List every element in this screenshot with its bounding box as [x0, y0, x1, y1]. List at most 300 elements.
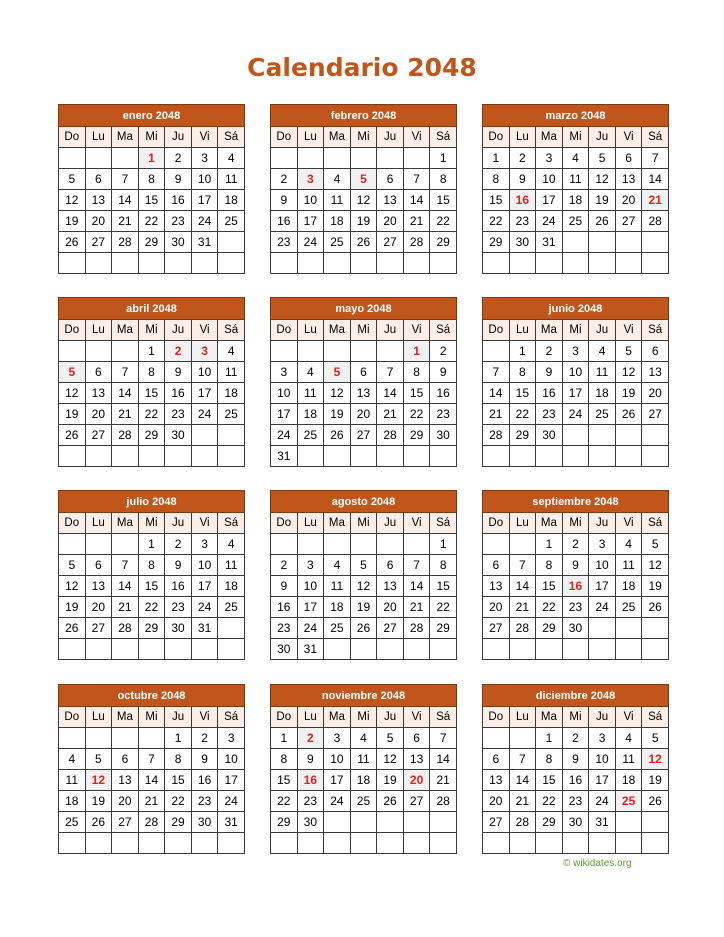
weekday-header: Do [483, 513, 510, 534]
day-cell: 11 [59, 770, 86, 791]
empty-day-cell [59, 446, 86, 467]
weekday-header: Ju [377, 513, 404, 534]
day-cell: 9 [430, 362, 457, 383]
week-row [271, 639, 457, 660]
empty-day-cell [589, 446, 616, 467]
week-row [483, 770, 669, 791]
day-cell: 21 [112, 597, 139, 618]
weekday-header: Vi [615, 320, 642, 341]
day-cell: 15 [271, 770, 298, 791]
day-cell: 29 [138, 618, 165, 639]
day-cell: 27 [403, 791, 430, 812]
weekday-header: Ju [589, 513, 616, 534]
week-row [483, 618, 669, 639]
day-cell: 5 [350, 555, 377, 576]
empty-day-cell [297, 253, 324, 274]
day-cell: 30 [165, 618, 192, 639]
day-cell: 6 [85, 169, 112, 190]
empty-day-cell [642, 618, 669, 639]
credit-link[interactable]: © wikidates.org [563, 858, 632, 869]
month-calendar [482, 104, 669, 274]
week-row [271, 749, 457, 770]
empty-day-cell [403, 148, 430, 169]
week-row [483, 211, 669, 232]
day-cell: 12 [324, 383, 351, 404]
empty-day-cell [85, 728, 112, 749]
week-row [271, 812, 457, 833]
day-cell: 4 [324, 555, 351, 576]
holiday-day-cell: 1 [403, 341, 430, 362]
weekday-header: Lu [85, 320, 112, 341]
day-cell: 28 [509, 812, 536, 833]
day-cell: 24 [218, 791, 245, 812]
day-cell: 8 [138, 362, 165, 383]
day-cell: 5 [85, 749, 112, 770]
empty-day-cell [271, 341, 298, 362]
day-cell: 1 [483, 148, 510, 169]
empty-day-cell [509, 446, 536, 467]
empty-day-cell [59, 639, 86, 660]
empty-day-cell [191, 425, 218, 446]
month-table [482, 297, 669, 467]
week-row [483, 555, 669, 576]
holiday-day-cell: 12 [85, 770, 112, 791]
empty-day-cell [218, 833, 245, 854]
day-cell: 28 [430, 791, 457, 812]
empty-day-cell [112, 253, 139, 274]
empty-day-cell [112, 534, 139, 555]
empty-day-cell [483, 728, 510, 749]
day-cell: 22 [403, 404, 430, 425]
week-row [59, 576, 245, 597]
day-cell: 22 [430, 597, 457, 618]
weekday-header: Ju [165, 320, 192, 341]
weekday-header: Sá [430, 320, 457, 341]
day-cell: 14 [112, 190, 139, 211]
week-row [59, 362, 245, 383]
day-cell: 17 [589, 576, 616, 597]
day-cell: 7 [112, 362, 139, 383]
weekday-header: Do [59, 127, 86, 148]
week-row [483, 576, 669, 597]
empty-day-cell [589, 232, 616, 253]
empty-day-cell [377, 253, 404, 274]
weekday-header: Lu [85, 513, 112, 534]
week-row [59, 749, 245, 770]
empty-day-cell [59, 341, 86, 362]
week-row [59, 211, 245, 232]
week-row [483, 749, 669, 770]
empty-day-cell [138, 639, 165, 660]
week-row [483, 404, 669, 425]
weekday-header: Vi [615, 707, 642, 728]
day-cell: 14 [377, 383, 404, 404]
empty-day-cell [483, 446, 510, 467]
day-cell: 7 [509, 749, 536, 770]
empty-day-cell [615, 618, 642, 639]
day-cell: 10 [218, 749, 245, 770]
day-cell: 28 [112, 425, 139, 446]
day-cell: 10 [589, 555, 616, 576]
empty-day-cell [138, 728, 165, 749]
day-cell: 28 [377, 425, 404, 446]
day-cell: 29 [536, 618, 563, 639]
day-cell: 17 [297, 211, 324, 232]
day-cell: 20 [615, 190, 642, 211]
day-cell: 1 [430, 148, 457, 169]
day-cell: 13 [483, 770, 510, 791]
empty-day-cell [85, 833, 112, 854]
day-cell: 24 [324, 791, 351, 812]
day-cell: 9 [271, 190, 298, 211]
weekday-header: Ma [536, 127, 563, 148]
day-cell: 9 [165, 169, 192, 190]
empty-day-cell [483, 534, 510, 555]
day-cell: 18 [218, 383, 245, 404]
day-cell: 4 [218, 341, 245, 362]
day-cell: 21 [377, 404, 404, 425]
week-row [483, 253, 669, 274]
empty-day-cell [218, 618, 245, 639]
day-cell: 4 [59, 749, 86, 770]
day-cell: 3 [589, 728, 616, 749]
day-cell: 2 [271, 555, 298, 576]
day-cell: 9 [562, 749, 589, 770]
day-cell: 15 [536, 770, 563, 791]
weekday-header: Do [271, 320, 298, 341]
day-cell: 18 [218, 576, 245, 597]
month-table [270, 297, 457, 467]
empty-day-cell [509, 728, 536, 749]
day-cell: 4 [218, 534, 245, 555]
day-cell: 3 [297, 555, 324, 576]
month-title: octubre 2048 [59, 685, 245, 707]
day-cell: 12 [615, 362, 642, 383]
day-cell: 22 [138, 404, 165, 425]
empty-day-cell [615, 446, 642, 467]
day-cell: 7 [483, 362, 510, 383]
day-cell: 23 [562, 597, 589, 618]
empty-day-cell [138, 833, 165, 854]
day-cell: 16 [165, 190, 192, 211]
day-cell: 14 [483, 383, 510, 404]
weekday-header: Ju [165, 707, 192, 728]
day-cell: 8 [536, 749, 563, 770]
weekday-header: Vi [403, 707, 430, 728]
week-row [483, 341, 669, 362]
day-cell: 8 [430, 555, 457, 576]
day-cell: 26 [59, 232, 86, 253]
empty-day-cell [324, 534, 351, 555]
weekday-header: Vi [615, 513, 642, 534]
day-cell: 19 [324, 404, 351, 425]
weekday-header: Do [59, 320, 86, 341]
day-cell: 3 [562, 341, 589, 362]
day-cell: 15 [536, 576, 563, 597]
week-row [483, 425, 669, 446]
day-cell: 2 [271, 169, 298, 190]
weekday-header: Sá [218, 513, 245, 534]
month-table [270, 104, 457, 274]
day-cell: 26 [377, 791, 404, 812]
day-cell: 11 [218, 362, 245, 383]
day-cell: 8 [138, 169, 165, 190]
month-title: febrero 2048 [271, 105, 457, 127]
week-row [59, 190, 245, 211]
day-cell: 21 [112, 211, 139, 232]
week-row [483, 812, 669, 833]
day-cell: 10 [191, 169, 218, 190]
day-cell: 23 [165, 597, 192, 618]
day-cell: 25 [615, 597, 642, 618]
day-cell: 12 [589, 169, 616, 190]
day-cell: 25 [324, 232, 351, 253]
day-cell: 17 [562, 383, 589, 404]
day-cell: 24 [536, 211, 563, 232]
day-cell: 14 [112, 576, 139, 597]
empty-day-cell [615, 639, 642, 660]
day-cell: 16 [165, 383, 192, 404]
empty-day-cell [191, 446, 218, 467]
day-cell: 9 [297, 749, 324, 770]
day-cell: 15 [403, 383, 430, 404]
day-cell: 16 [271, 597, 298, 618]
weekday-header: Mi [350, 320, 377, 341]
week-row [483, 169, 669, 190]
holiday-day-cell: 16 [297, 770, 324, 791]
weekday-header: Do [271, 127, 298, 148]
week-row [59, 639, 245, 660]
day-cell: 31 [218, 812, 245, 833]
weekday-header: Mi [138, 127, 165, 148]
week-row [271, 404, 457, 425]
weekday-header: Vi [191, 320, 218, 341]
weekday-header: Vi [191, 513, 218, 534]
month-calendar [270, 104, 457, 274]
day-cell: 14 [642, 169, 669, 190]
day-cell: 8 [271, 749, 298, 770]
empty-day-cell [112, 148, 139, 169]
holiday-day-cell: 16 [509, 190, 536, 211]
day-cell: 23 [165, 404, 192, 425]
day-cell: 11 [297, 383, 324, 404]
week-row [59, 833, 245, 854]
holiday-day-cell: 2 [297, 728, 324, 749]
weekday-header: Ju [589, 707, 616, 728]
day-cell: 21 [430, 770, 457, 791]
empty-day-cell [324, 148, 351, 169]
day-cell: 10 [324, 749, 351, 770]
day-cell: 18 [589, 383, 616, 404]
day-cell: 8 [483, 169, 510, 190]
day-cell: 25 [218, 211, 245, 232]
day-cell: 8 [536, 555, 563, 576]
month-table [58, 104, 245, 274]
day-cell: 9 [562, 555, 589, 576]
weekday-header: Mi [138, 707, 165, 728]
weekday-header: Mi [350, 513, 377, 534]
empty-day-cell [562, 833, 589, 854]
week-row [271, 341, 457, 362]
empty-day-cell [138, 253, 165, 274]
empty-day-cell [271, 534, 298, 555]
day-cell: 17 [324, 770, 351, 791]
empty-day-cell [562, 425, 589, 446]
day-cell: 11 [562, 169, 589, 190]
empty-day-cell [59, 833, 86, 854]
week-row [271, 728, 457, 749]
empty-day-cell [218, 425, 245, 446]
empty-day-cell [271, 833, 298, 854]
day-cell: 15 [165, 770, 192, 791]
week-row [271, 555, 457, 576]
month-calendar [482, 490, 669, 660]
day-cell: 10 [536, 169, 563, 190]
day-cell: 24 [191, 597, 218, 618]
empty-day-cell [324, 253, 351, 274]
weekday-header: Ma [536, 707, 563, 728]
empty-day-cell [271, 148, 298, 169]
month-table [58, 297, 245, 467]
weekday-header: Do [59, 513, 86, 534]
day-cell: 12 [642, 555, 669, 576]
month-calendar [58, 104, 245, 274]
weekday-header: Ju [165, 127, 192, 148]
day-cell: 19 [615, 383, 642, 404]
day-cell: 15 [430, 190, 457, 211]
day-cell: 12 [59, 576, 86, 597]
day-cell: 31 [297, 639, 324, 660]
week-row [483, 791, 669, 812]
empty-day-cell [403, 534, 430, 555]
day-cell: 11 [615, 555, 642, 576]
day-cell: 13 [615, 169, 642, 190]
day-cell: 28 [403, 618, 430, 639]
day-cell: 18 [59, 791, 86, 812]
week-row [271, 232, 457, 253]
day-cell: 25 [59, 812, 86, 833]
day-cell: 11 [350, 749, 377, 770]
day-cell: 21 [403, 597, 430, 618]
day-cell: 30 [509, 232, 536, 253]
day-cell: 10 [191, 362, 218, 383]
day-cell: 20 [483, 597, 510, 618]
week-row [483, 639, 669, 660]
day-cell: 6 [403, 728, 430, 749]
day-cell: 28 [138, 812, 165, 833]
empty-day-cell [112, 341, 139, 362]
empty-day-cell [218, 446, 245, 467]
day-cell: 3 [191, 148, 218, 169]
day-cell: 27 [85, 618, 112, 639]
empty-day-cell [350, 148, 377, 169]
holiday-day-cell: 5 [350, 169, 377, 190]
day-cell: 29 [138, 232, 165, 253]
day-cell: 23 [271, 618, 298, 639]
day-cell: 21 [509, 791, 536, 812]
day-cell: 19 [350, 597, 377, 618]
weekday-header: Ju [165, 513, 192, 534]
day-cell: 3 [589, 534, 616, 555]
weekday-header: Ma [112, 513, 139, 534]
weekday-header: Mi [562, 707, 589, 728]
day-cell: 7 [642, 148, 669, 169]
weekday-header: Sá [218, 707, 245, 728]
day-cell: 1 [536, 534, 563, 555]
day-cell: 29 [430, 232, 457, 253]
day-cell: 24 [191, 404, 218, 425]
empty-day-cell [324, 812, 351, 833]
day-cell: 5 [377, 728, 404, 749]
day-cell: 20 [85, 404, 112, 425]
weekday-header: Vi [403, 127, 430, 148]
empty-day-cell [483, 253, 510, 274]
day-cell: 2 [165, 534, 192, 555]
weekday-header: Lu [85, 127, 112, 148]
weekday-header: Sá [218, 320, 245, 341]
week-row [271, 770, 457, 791]
day-cell: 27 [483, 618, 510, 639]
day-cell: 18 [615, 576, 642, 597]
day-cell: 8 [509, 362, 536, 383]
day-cell: 20 [85, 211, 112, 232]
day-cell: 27 [642, 404, 669, 425]
empty-day-cell [191, 833, 218, 854]
empty-day-cell [509, 833, 536, 854]
month-title: marzo 2048 [483, 105, 669, 127]
day-cell: 29 [430, 618, 457, 639]
day-cell: 8 [430, 169, 457, 190]
day-cell: 6 [615, 148, 642, 169]
day-cell: 11 [324, 190, 351, 211]
weekday-header: Lu [509, 707, 536, 728]
day-cell: 9 [509, 169, 536, 190]
month-table [270, 684, 457, 854]
weekday-header: Lu [85, 707, 112, 728]
day-cell: 5 [615, 341, 642, 362]
day-cell: 7 [112, 169, 139, 190]
day-cell: 11 [324, 576, 351, 597]
empty-day-cell [589, 425, 616, 446]
empty-day-cell [615, 425, 642, 446]
day-cell: 24 [297, 232, 324, 253]
day-cell: 15 [138, 383, 165, 404]
day-cell: 18 [615, 770, 642, 791]
week-row [59, 812, 245, 833]
weekday-header: Mi [138, 513, 165, 534]
weekday-header: Ma [112, 127, 139, 148]
day-cell: 23 [509, 211, 536, 232]
weekday-header: Ma [324, 513, 351, 534]
day-cell: 23 [297, 791, 324, 812]
day-cell: 18 [218, 190, 245, 211]
weekday-header: Ma [324, 320, 351, 341]
weekday-header: Vi [191, 707, 218, 728]
day-cell: 14 [509, 770, 536, 791]
empty-day-cell [430, 253, 457, 274]
week-row [271, 534, 457, 555]
day-cell: 4 [297, 362, 324, 383]
day-cell: 16 [165, 576, 192, 597]
day-cell: 26 [615, 404, 642, 425]
week-row [483, 833, 669, 854]
month-table [58, 490, 245, 660]
day-cell: 19 [85, 791, 112, 812]
month-title: abril 2048 [59, 298, 245, 320]
day-cell: 11 [615, 749, 642, 770]
week-row [271, 253, 457, 274]
day-cell: 12 [377, 749, 404, 770]
